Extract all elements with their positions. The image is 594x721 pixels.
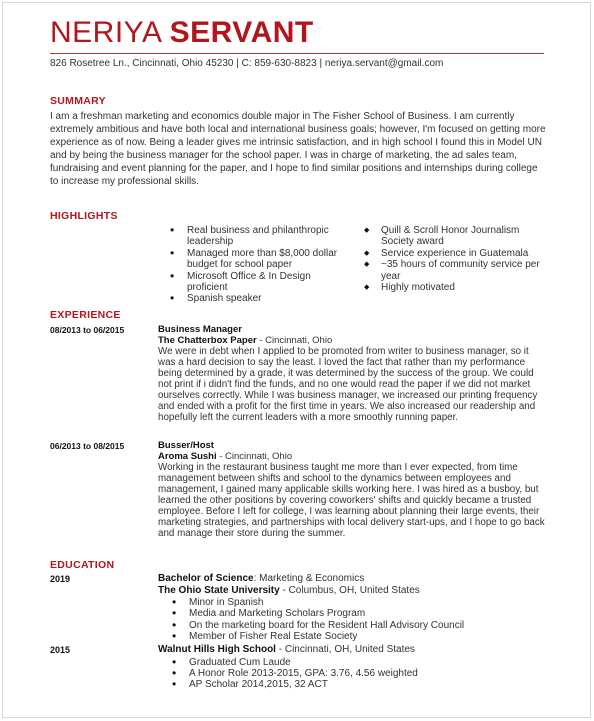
education-item: • AP Scholar 2014,2015, 32 ACT <box>158 679 546 690</box>
education-year: 2019 <box>50 574 71 584</box>
education-item: • Member of Fisher Real Estate Society <box>158 631 546 642</box>
school-line <box>158 585 546 597</box>
experience-heading: EXPERIENCE <box>50 309 121 321</box>
school-line <box>158 644 546 656</box>
education-entry <box>158 644 546 691</box>
education-item: • Media and Marketing Scholars Program <box>158 608 546 619</box>
resume-name <box>50 16 314 50</box>
school-name: Walnut Hills High School <box>158 644 276 655</box>
highlight-item: ◆ Quill & Scroll Honor Journalism Society award <box>364 225 544 248</box>
education-item: • Graduated Cum Laude <box>158 657 546 668</box>
highlight-item: ◆ Service experience in Guatemala <box>364 248 544 259</box>
job-employer: Aroma Sushi <box>158 451 217 462</box>
contact-line: 826 Rosetree Ln., Cincinnati, Ohio 45230 | C: 859-630-8823 | neriya.servant@gmail.com <box>50 58 444 69</box>
last-name: SERVANT <box>169 16 314 49</box>
job-location: - Cincinnati, Ohio <box>256 335 333 346</box>
highlight-item: • Real business and philanthropic leadership <box>170 225 352 248</box>
highlight-item: ◆ ~35 hours of community service per year <box>364 259 544 282</box>
highlight-item: ◆ Highly motivated <box>364 282 544 293</box>
highlights-heading: HIGHLIGHTS <box>50 210 118 222</box>
highlight-item: • Microsoft Office & In Design proficient <box>170 271 352 294</box>
summary-heading: SUMMARY <box>50 95 106 107</box>
school-location: - Cincinnati, OH, United States <box>275 644 415 655</box>
job-entry <box>158 324 546 423</box>
education-item: • On the marketing board for the Resident Hall Advisory Council <box>158 620 546 631</box>
job-employer: The Chatterbox Paper <box>158 335 257 346</box>
job-dates: 08/2013 to 06/2015 <box>50 325 125 335</box>
job-description: Working in the restaurant business taught me more than I ever expected, from time management between shifts and school to the dynamics between employees and management, I gained many applicable skills working here. I was hired as a busboy, but learned the other positions by covering coworkers' shifts and quickly became a trusted employee. Before I left for college, I was learning about planning their large events, their marketing strategies, and partnerships with local delivery start-ups, and I hope to go back and manage their store during the summer. <box>158 462 545 539</box>
job-title: Busser/Host <box>158 440 214 451</box>
job-entry <box>158 440 546 539</box>
highlights-right-column <box>364 225 544 293</box>
degree-field: : Marketing & Economics <box>253 573 365 584</box>
education-item: • A Honor Role 2013-2015, GPA: 3.76, 4.56 weighted <box>158 668 546 679</box>
job-dates: 06/2013 to 08/2015 <box>50 441 125 451</box>
job-org <box>158 335 546 346</box>
highlight-item: • Spanish speaker <box>170 293 352 304</box>
education-item: • Minor in Spanish <box>158 597 546 608</box>
school-location: - Columbus, OH, United States <box>279 584 420 596</box>
header-divider <box>50 53 544 54</box>
highlights-left-column <box>170 225 352 305</box>
degree: Bachelor of Science <box>158 573 254 584</box>
highlight-item: • Managed more than $8,000 dollar budget for school paper <box>170 248 352 271</box>
degree-line <box>158 573 546 585</box>
school-name: The Ohio State University <box>158 584 280 596</box>
education-year: 2015 <box>50 645 71 655</box>
job-location: - Cincinnati, Ohio <box>216 451 293 462</box>
job-description: We were in debt when I applied to be promoted from writer to business manager, so it was a hard decision to say the least. I loved the fact that rather than my performance being determined by a grade, it was determined by the success of the group. We could not print if i didn't find the funds, and no one would read the paper if we did not market ourselves correctly. While I was business manager, we increased our printing frequency and ended with a profit for the first time in years. We also increased our readership and hopefully left the current leaders with a more smoothly running paper. <box>158 346 538 423</box>
summary-text: I am a freshman marketing and economics double major in The Fisher School of Business. I am currently extremely ambitious and have both local and international business goals; however, I'm focused on getting more experience as of now. Being a leader gives me intrinsic satisfaction, and in high school I found this in Model UN and by being the business manager for the school paper. I was in charge of marketing, the ad sales team, fundraising and event planning for the paper, and I hope to find similar positions and internships during college to increase my professional skills. <box>50 111 546 188</box>
education-heading: EDUCATION <box>50 559 115 571</box>
job-title: Business Manager <box>158 324 242 335</box>
education-entry <box>158 573 546 643</box>
first-name: NERIYA <box>50 16 161 49</box>
job-org <box>158 451 546 462</box>
